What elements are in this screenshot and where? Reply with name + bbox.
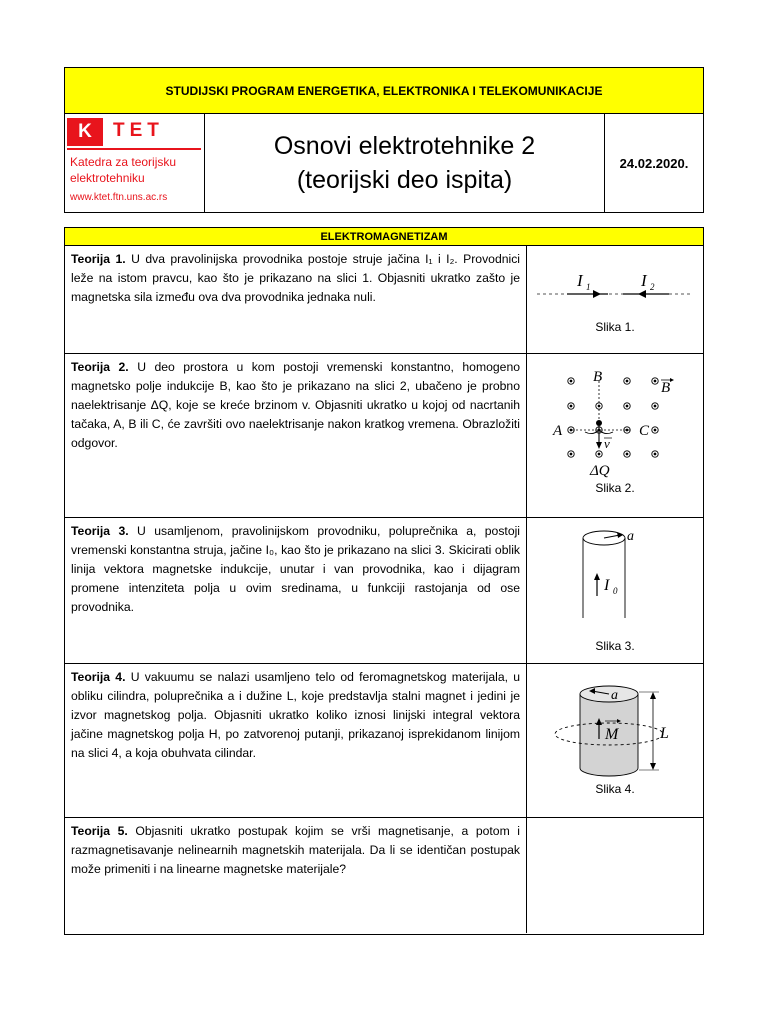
- fig2-point-a: A: [553, 423, 563, 439]
- exam-title: [205, 114, 605, 212]
- question-row-2: [65, 354, 703, 518]
- question-label-1: Teorija 1.: [71, 252, 126, 266]
- figure-4-caption: Slika 4.: [595, 782, 635, 796]
- questions-table: [64, 227, 704, 935]
- question-label-4: Teorija 4.: [71, 670, 126, 684]
- fig1-s1: 1: [586, 282, 591, 292]
- question-label-3: Teorija 3.: [71, 524, 129, 538]
- fig2-point-c: C: [639, 423, 650, 439]
- question-text-2: [65, 354, 527, 517]
- question-row-1: [65, 246, 703, 354]
- figure-4: [527, 664, 703, 817]
- field-dot-center: [654, 405, 656, 407]
- question-text-4: [65, 664, 527, 817]
- fig3-radius: a: [627, 529, 634, 544]
- fig1-s2: 2: [650, 282, 655, 292]
- fig1-i1: I: [577, 271, 583, 290]
- exam-title-line2: (teorijski deo ispita): [296, 166, 513, 194]
- exam-title-line1: Osnovi elektrotehnike 2: [273, 132, 536, 160]
- fig2-velocity: v: [604, 436, 610, 451]
- question-body-3: U usamljenom, pravolinijskom provodniku, poluprečnika a, postoji vremenski konstantna struja, jačine I₀, kao što je prikazano na slici 3. Skicirati oblik linija vektora magnetske indukcije, unutar i van provodnika, kao i dijagram promene intenziteta polja u ovim sredinama, u funkciji rastojanja od ose provodnika.: [71, 524, 521, 614]
- field-dot-center: [570, 453, 572, 455]
- field-dot-center: [570, 429, 572, 431]
- question-label-2: Teorija 2.: [71, 360, 129, 374]
- question-body-2: U deo prostora u kom postoji vremenski konstantno, homogeno magnetsko polje indukcije B, kao što je prikazano na slici 2, ubačeno je probno naelektrisanje ΔQ, koje se kreće brzinom v. Objasniti ukratko u kojoj od nacrtanih tačaka, A, B ili C, će završiti ovo naelektrisanje nakon kratkog vremena. Obrazložiti odgovor.: [71, 360, 521, 450]
- study-program-banner: STUDIJSKI PROGRAM ENERGETIKA, ELEKTRONIKA I TELEKOMUNIKACIJE: [65, 68, 703, 114]
- field-dot-center: [626, 405, 628, 407]
- fig3-sub: 0: [613, 586, 618, 596]
- figure-5-empty: [527, 818, 703, 933]
- fig2-vector-b: B: [661, 380, 671, 396]
- figure-2-caption: Slika 2.: [595, 481, 635, 495]
- ktet-logo: [65, 114, 205, 212]
- figure-1: [527, 246, 703, 353]
- fig1-i2: I: [641, 271, 647, 290]
- fig4-length: L: [660, 725, 669, 742]
- logo-divider: [67, 148, 201, 150]
- figure-1-drawing: [527, 246, 703, 354]
- field-dot-center: [626, 380, 628, 382]
- figure-3: [527, 518, 703, 663]
- department-name: Katedra za teorijsku elektrotehniku: [70, 155, 177, 185]
- logo-tet-text: TET: [113, 120, 164, 141]
- question-label-5: Teorija 5.: [71, 824, 128, 838]
- field-dot-center: [654, 429, 656, 431]
- field-dot-center: [570, 380, 572, 382]
- fig4-magnetization: M: [605, 726, 619, 743]
- fig3-current: I: [604, 577, 610, 594]
- question-body-5: Objasniti ukratko postupak kojim se vrši magnetisanje, a potom i razmagnetisavanje nelinearnih magnetskih materijala. Da li se identičan postupak može primeniti i na linearne magnetske materijale?: [71, 824, 521, 876]
- field-dot-center: [654, 453, 656, 455]
- field-dot-center: [626, 453, 628, 455]
- question-text-3: [65, 518, 527, 663]
- fig4-radius: a: [611, 688, 618, 703]
- fig2-point-b: B: [593, 369, 603, 385]
- field-dot-center: [598, 453, 600, 455]
- exam-header: [64, 67, 704, 213]
- question-body-4: U vakuumu se nalazi usamljeno telo od feromagnetskog materijala, u obliku cilindra, poluprečnika a i dužine L, koje predstavlja stalni magnet i jedini je izvor magnetskog polja. Objasniti ukratko koliko iznosi linijski integral vektora jačine magnetskog polja H, po zatvorenoj putanji, prikazanoj isprekidanom linijom na slici 4, a koja obuhvata cilindar.: [71, 670, 521, 760]
- exam-date: 24.02.2020.: [619, 155, 689, 171]
- question-text-1: [65, 246, 527, 353]
- field-dot-center: [654, 380, 656, 382]
- field-dot-center: [626, 429, 628, 431]
- logo-k-box: K: [67, 118, 103, 146]
- question-text-5: [65, 818, 527, 933]
- field-dot-center: [570, 405, 572, 407]
- fig2-charge: ΔQ: [590, 463, 610, 479]
- question-body-1: U dva pravolinijska provodnika postoje struje jačina I₁ i I₂. Provodnici leže na istom pravcu, kao što je prikazano na slici 1. Objasniti ukratko zašto je magnetska sila između ova dva provodnika jednaka nuli.: [71, 252, 521, 304]
- department-url: www.ktet.ftn.uns.ac.rs: [70, 192, 168, 203]
- section-title: ELEKTROMAGNETIZAM: [65, 228, 703, 246]
- question-row-4: [65, 664, 703, 818]
- figure-3-caption: Slika 3.: [595, 639, 635, 653]
- question-row-5: [65, 818, 703, 933]
- figure-2: [527, 354, 703, 517]
- question-row-3: [65, 518, 703, 664]
- figure-1-caption: Slika 1.: [595, 320, 635, 334]
